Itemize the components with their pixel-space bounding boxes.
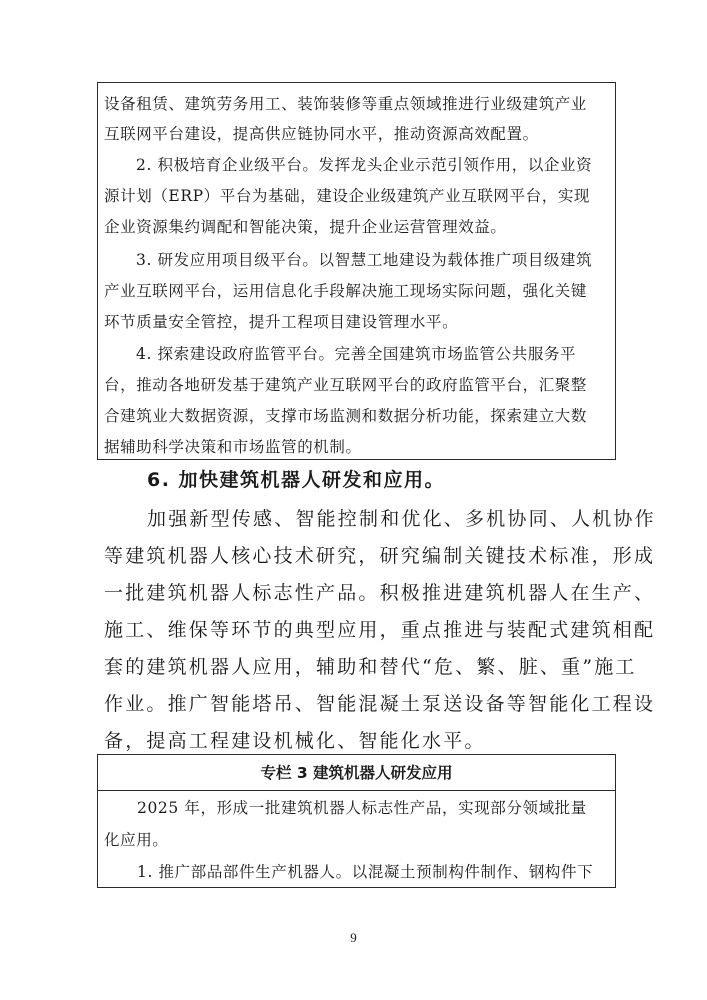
box1-line: 互联网平台建设，提高供应链协同水平，推动资源高效配置。: [104, 125, 539, 143]
box1-line: 合建筑业大数据资源，支撑市场监测和数据分析功能，探索建立大数: [104, 407, 588, 425]
box1-line: 据辅助科学决策和市场监管的机制。: [104, 438, 362, 456]
box1-line: 源计划（ERP）平台为基础，建设企业级建筑产业互联网平台，实现: [104, 187, 591, 205]
body-line: 加强新型传感、智能控制和优化、多机协同、人机协作: [147, 508, 656, 530]
box2-line: 化应用。: [104, 831, 169, 849]
box1-line: 产业互联网平台，运用信息化手段解决施工现场实际问题，强化关键: [104, 282, 588, 300]
section-heading: 6. 加快建筑机器人研发和应用。: [147, 469, 446, 491]
box1-line: 3. 研发应用项目级平台。以智慧工地建设为载体推广项目级建筑: [136, 251, 593, 269]
box1-line: 设备租赁、建筑劳务用工、装饰装修等重点领域推进行业级建筑产业: [104, 95, 588, 113]
box2-title: 专栏 3 建筑机器人研发应用: [98, 755, 615, 791]
page-number: 9: [350, 930, 357, 945]
box1-line: 企业资源集约调配和智能决策，提升企业运营管理效益。: [104, 218, 507, 236]
box1-line: 4. 探索建设政府监管平台。完善全国建筑市场监管公共服务平: [136, 345, 577, 363]
body-line: 作业。推广智能塔吊、智能混凝土泵送设备等智能化工程设: [104, 693, 656, 715]
box1-line: 环节质量安全管控，提升工程项目建设管理水平。: [104, 313, 459, 331]
box1-line: 台，推动各地研发基于建筑产业互联网平台的政府监管平台，汇聚整: [104, 376, 588, 394]
box2-line: 1. 推广部品部件生产机器人。以混凝土预制构件制作、钢构件下: [137, 863, 594, 881]
body-line: 套的建筑机器人应用，辅助和替代“危、繁、脏、重”施工: [104, 656, 637, 678]
body-line: 一批建筑机器人标志性产品。积极推进建筑机器人在生产、: [104, 582, 656, 604]
box2-line: 2025 年，形成一批建筑机器人标志性产品，实现部分领域批量: [137, 799, 587, 817]
body-line: 施工、维保等环节的典型应用，重点推进与装配式建筑相配: [104, 619, 656, 641]
box1-line: 2. 积极培育企业级平台。发挥龙头企业示范引领作用，以企业资: [136, 156, 593, 174]
body-line: 等建筑机器人核心技术研究，研究编制关键技术标准，形成: [104, 545, 656, 567]
body-line: 备，提高工程建设机械化、智能化水平。: [104, 730, 486, 752]
